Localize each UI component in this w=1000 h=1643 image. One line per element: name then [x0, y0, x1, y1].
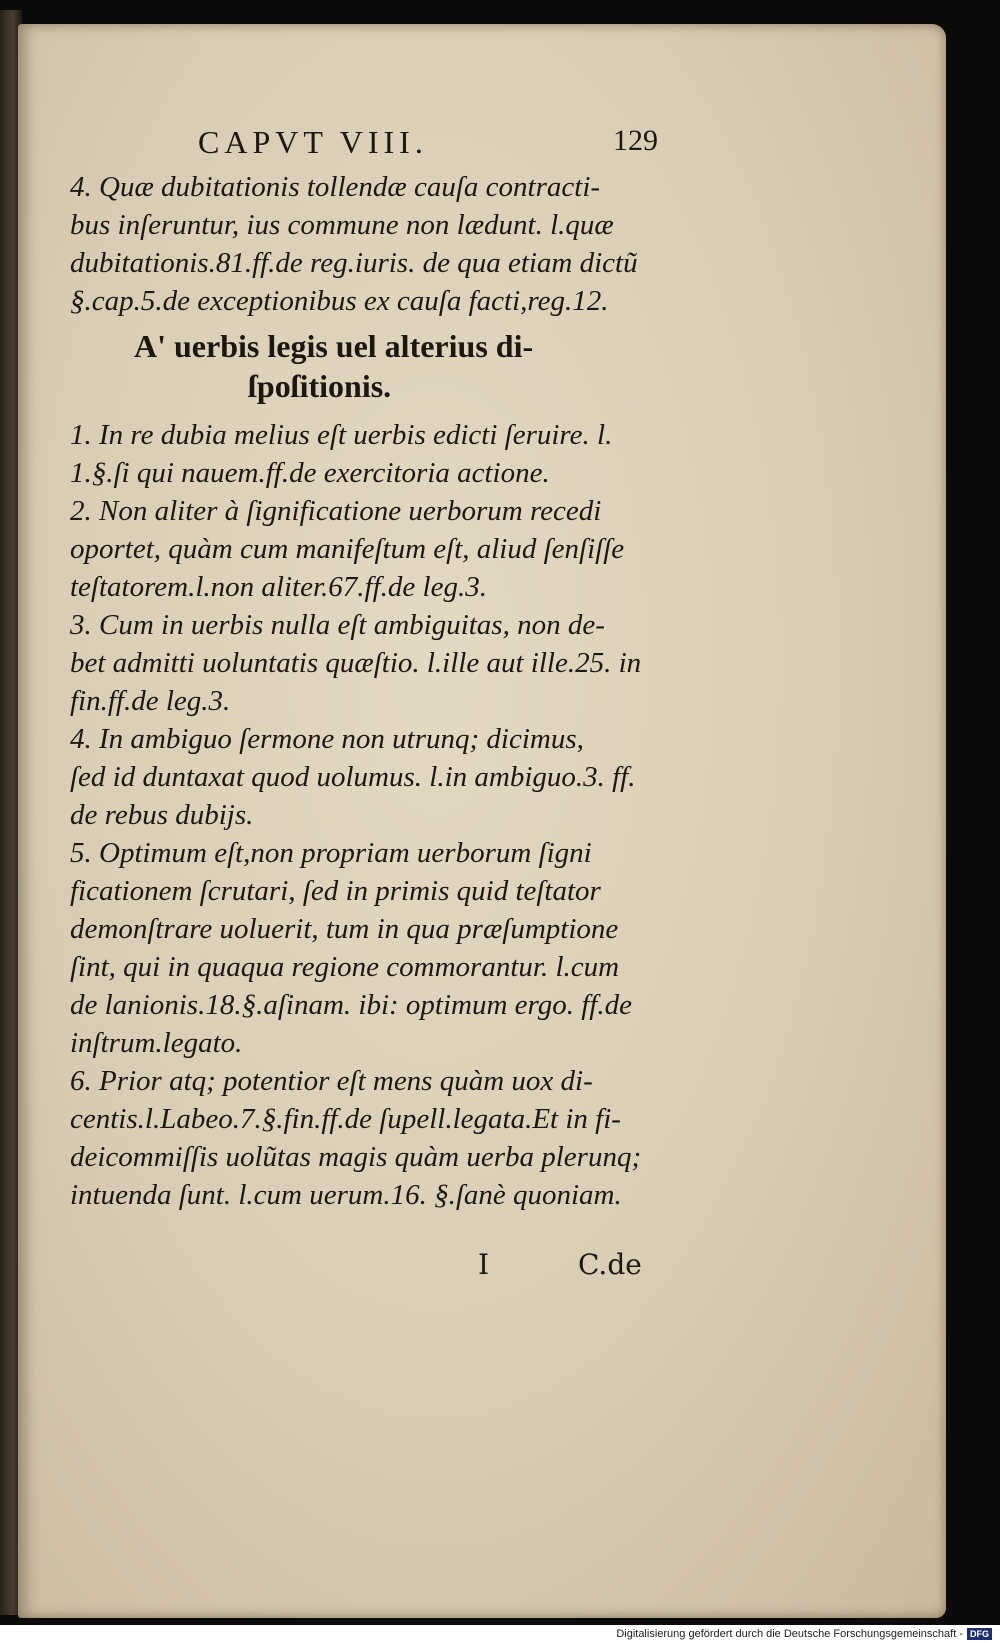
signature-mark: I: [478, 1248, 490, 1281]
section-heading-line-2: ſpoſitionis.: [248, 368, 392, 404]
text-line: ſint, qui in quaqua regione commorantur. l.cum: [70, 951, 620, 983]
page-number: 129: [613, 124, 658, 157]
text-line: 1. In re dubia melius eſt uerbis edicti ſeruire. l.: [70, 419, 613, 451]
text-line: ſed id duntaxat quod uolumus. l.in ambiguo.3. ff.: [70, 761, 636, 793]
text-line: de rebus dubijs.: [70, 799, 254, 831]
text-line: 3. Cum in uerbis nulla eſt ambiguitas, non de-: [70, 609, 605, 641]
text-line: oportet, quàm cum manifeſtum eſt, aliud ſenſiſſe: [70, 533, 625, 565]
dfg-logo: DFG: [967, 1628, 992, 1640]
text-line: bet admitti uoluntatis quæſtio. l.ille aut ille.25. in: [70, 647, 642, 679]
text-line: deicommiſſis uolũtas magis quàm uerba plerunq;: [70, 1141, 642, 1173]
text-line: bus inſeruntur, ius commune non lædunt. l.quæ: [70, 209, 614, 241]
book-page: [18, 24, 946, 1618]
credit-text: Digitalisierung gefördert durch die Deutsche Forschungsgemeinschaft -: [616, 1628, 963, 1640]
text-line: dubitationis.81.ff.de reg.iuris. de qua etiam dictũ: [70, 247, 638, 279]
text-line: 5. Optimum eſt,non propriam uerborum ſigni: [70, 837, 592, 869]
text-line: fin.ff.de leg.3.: [70, 685, 231, 717]
text-line: demonſtrare uoluerit, tum in qua præſumptione: [70, 913, 619, 945]
text-line: inſtrum.legato.: [70, 1027, 243, 1059]
running-head-title: CAPVT VIII.: [198, 124, 428, 160]
text-line: teſtatorem.l.non aliter.67.ff.de leg.3.: [70, 571, 487, 603]
section-heading-line-1: A' uerbis legis uel alterius di-: [134, 328, 534, 364]
text-line: 4. In ambiguo ſermone non utrunq; dicimus,: [70, 723, 584, 755]
text-line: 4. Quæ dubitationis tollendæ cauſa contracti-: [70, 171, 601, 203]
text-line: centis.l.Labeo.7.§.fin.ff.de ſupell.legata.Et in fi-: [70, 1103, 621, 1135]
running-head: [198, 124, 658, 172]
text-line: 2. Non aliter à ſignificatione uerborum recedi: [70, 495, 602, 527]
catchword: C.de: [578, 1248, 642, 1281]
text-line: §.cap.5.de exceptionibus ex cauſa facti,reg.12.: [70, 285, 609, 317]
text-line: 6. Prior atq; potentior eſt mens quàm uox di-: [70, 1065, 593, 1097]
text-line: ficationem ſcrutari, ſed in primis quid teſtator: [70, 875, 601, 907]
text-line: 1.§.ſi qui nauem.ff.de exercitoria actione.: [70, 457, 550, 489]
text-line: de lanionis.18.§.aſinam. ibi: optimum ergo. ff.de: [70, 989, 632, 1021]
text-line: intuenda ſunt. l.cum uerum.16. §.ſanè quoniam.: [70, 1179, 622, 1211]
digitization-credit: [616, 1627, 992, 1641]
